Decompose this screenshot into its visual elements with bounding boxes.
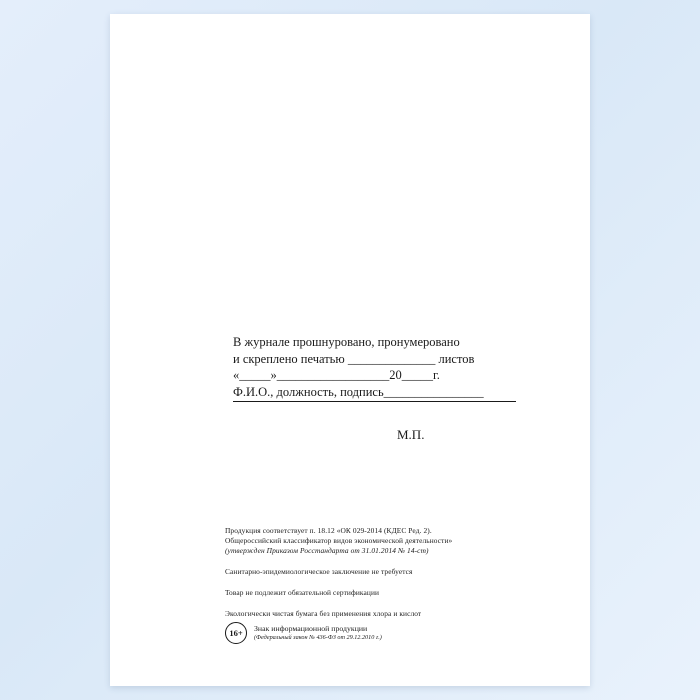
- legal-conformity-line-3: (утвержден Приказом Росстандарта от 31.01.2014 № 14-ст): [225, 546, 429, 555]
- cert-line-3: «_____»__________________20_____г.: [233, 368, 440, 382]
- cert-line-2: и скреплено печатью ______________ листов: [233, 351, 475, 366]
- legal-eco: Экологически чистая бумага без применения хлора и кислот: [225, 609, 422, 618]
- page-content: [110, 14, 590, 686]
- seal-mark: М.П.: [397, 427, 425, 442]
- age-mark-subtitle: (Федеральный закон № 436-ФЗ от 29.12.2010 г.): [254, 633, 382, 641]
- age-mark-row: [225, 622, 382, 644]
- legal-sanitary: Санитарно-эпидемиологическое заключение не требуется: [225, 567, 413, 576]
- legal-conformity-line-1: Продукция соответствует п. 18.12 «ОК 029-2014 (КДЕС Ред. 2).: [225, 526, 432, 535]
- certification-block: [233, 334, 533, 402]
- cert-line-1: В журнале прошнуровано, пронумеровано: [233, 335, 460, 349]
- age-rating-icon: 16+: [225, 622, 247, 644]
- age-mark-title: Знак информационной продукции: [254, 624, 368, 634]
- cert-line-4-signature: Ф.И.О., должность, подпись________________: [233, 384, 516, 403]
- age-mark-text: [254, 624, 382, 642]
- legal-certification: Товар не подлежит обязательной сертификации: [225, 588, 380, 597]
- legal-conformity-line-2: Общероссийский классификатор видов экономической деятельности»: [225, 536, 453, 545]
- document-page: [110, 14, 590, 686]
- legal-footer: [225, 526, 555, 619]
